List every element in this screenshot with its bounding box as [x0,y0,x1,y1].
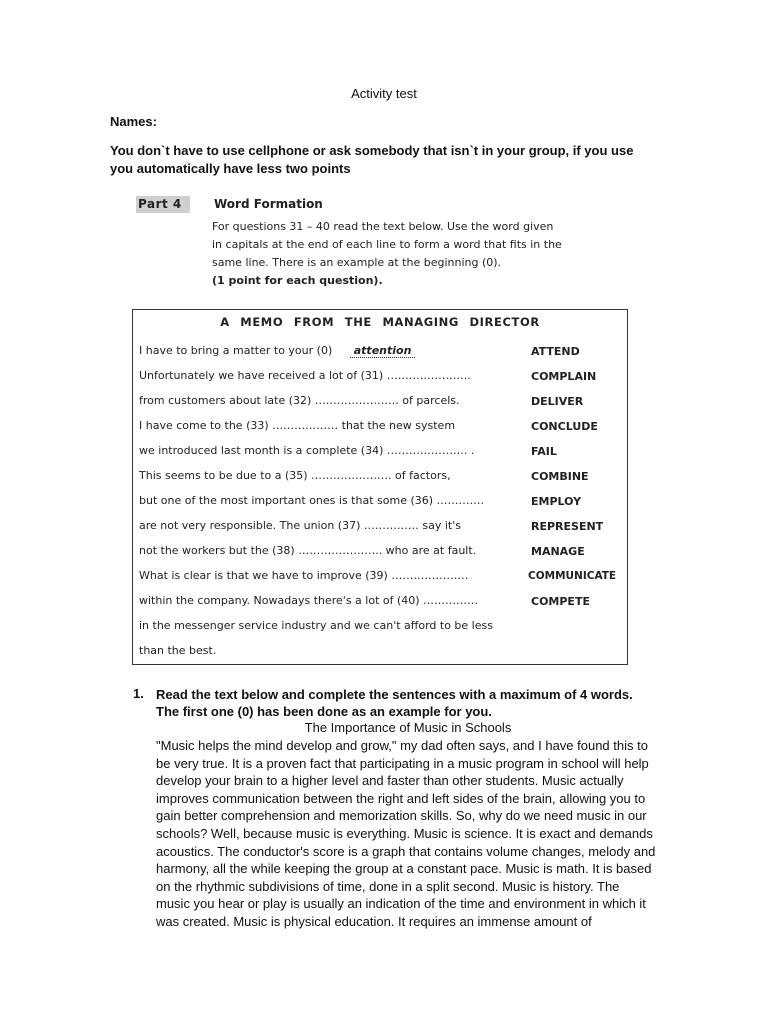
memo-word: COMMUNICATE [528,570,617,582]
intro-text: You don`t have to use cellphone or ask somebody that isn`t in your group, if you use you automatically have less two points [110,143,634,176]
part-instructions [212,218,632,290]
memo-word: FAIL [531,445,557,458]
question-text: Read the text below and complete the sentences with a maximum of 4 words. The first one (0) has been done as an example for you. [156,687,633,719]
memo-word: REPRESENT [531,520,604,533]
memo-line: in the messenger service industry and we can't afford to be less [139,619,493,632]
memo-word: COMPETE [531,595,590,608]
memo-line: What is clear is that we have to improve (39) ………………… [139,569,469,582]
instruction-line: same line. There is an example at the beginning (0). [212,256,502,269]
memo-line: This seems to be due to a (35) …………………. of factors, [139,469,451,482]
memo-title: A MEMO FROM THE MANAGING DIRECTOR [220,315,540,329]
part-tag: Part 4 [136,196,190,213]
instruction-line: in capitals at the end of each line to form a word that fits in the [212,238,562,251]
memo-word: ATTEND [531,345,580,358]
memo-line: than the best. [139,644,217,657]
memo-word: DELIVER [531,395,584,408]
memo-line: from customers about late (32) ………………….. of parcels. [139,394,460,407]
memo-word: CONCLUDE [531,420,598,433]
memo-line: within the company. Nowadays there's a lot of (40) …………… [139,594,479,607]
memo-line: not the workers but the (38) ………………….. who are at fault. [139,544,477,557]
memo-line [139,344,415,358]
question-number: 1. [133,686,144,701]
memo-line-text: I have to bring a matter to your (0) [139,344,333,357]
essay-body: "Music helps the mind develop and grow," my dad often says, and I have found this to be very true. It is a proven fact that participating in a music program in school will help develop your brain to a higher level and faster than other students. Music actually improves communication between the right and left sides of the brain, allowing you to gain better comprehension and memorization skills. So, why do we need music in our schools? Well, because music is everything. Music is science. It is exact and demands acoustics. The conductor's score is a graph that contains volume changes, melody and harmony, all the while keeping the group at a constant pace. Music is math. It is based on the rhythmic subdivisions of time, done in a split second. Music is history. The music you hear or play is usually an indication of the time and environment in which it was created. Music is physical education. It requires an immense amount of [156,738,656,929]
memo-line: are not very responsible. The union (37) …………… say it's [139,519,461,532]
memo-box [132,309,628,665]
part-title: Word Formation [214,197,323,211]
memo-line: I have come to the (33) ……………… that the new system [139,419,456,432]
memo-word: MANAGE [531,545,585,558]
essay-title: The Importance of Music in Schools [304,720,512,735]
memo-word: COMBINE [531,470,589,483]
names-label: Names: [110,114,157,129]
instruction-line: For questions 31 – 40 read the text below. Use the word given [212,220,554,233]
instruction-line: (1 point for each question). [212,274,383,287]
example-answer: attention [350,344,416,358]
page-title: Activity test [351,86,417,101]
memo-line: but one of the most important ones is that some (36) …………. [139,494,485,507]
memo-line: we introduced last month is a complete (34) …………………. . [139,444,475,457]
memo-word: EMPLOY [531,495,582,508]
memo-word: COMPLAIN [531,370,597,383]
memo-line: Unfortunately we have received a lot of (31) ………………….. [139,369,471,382]
